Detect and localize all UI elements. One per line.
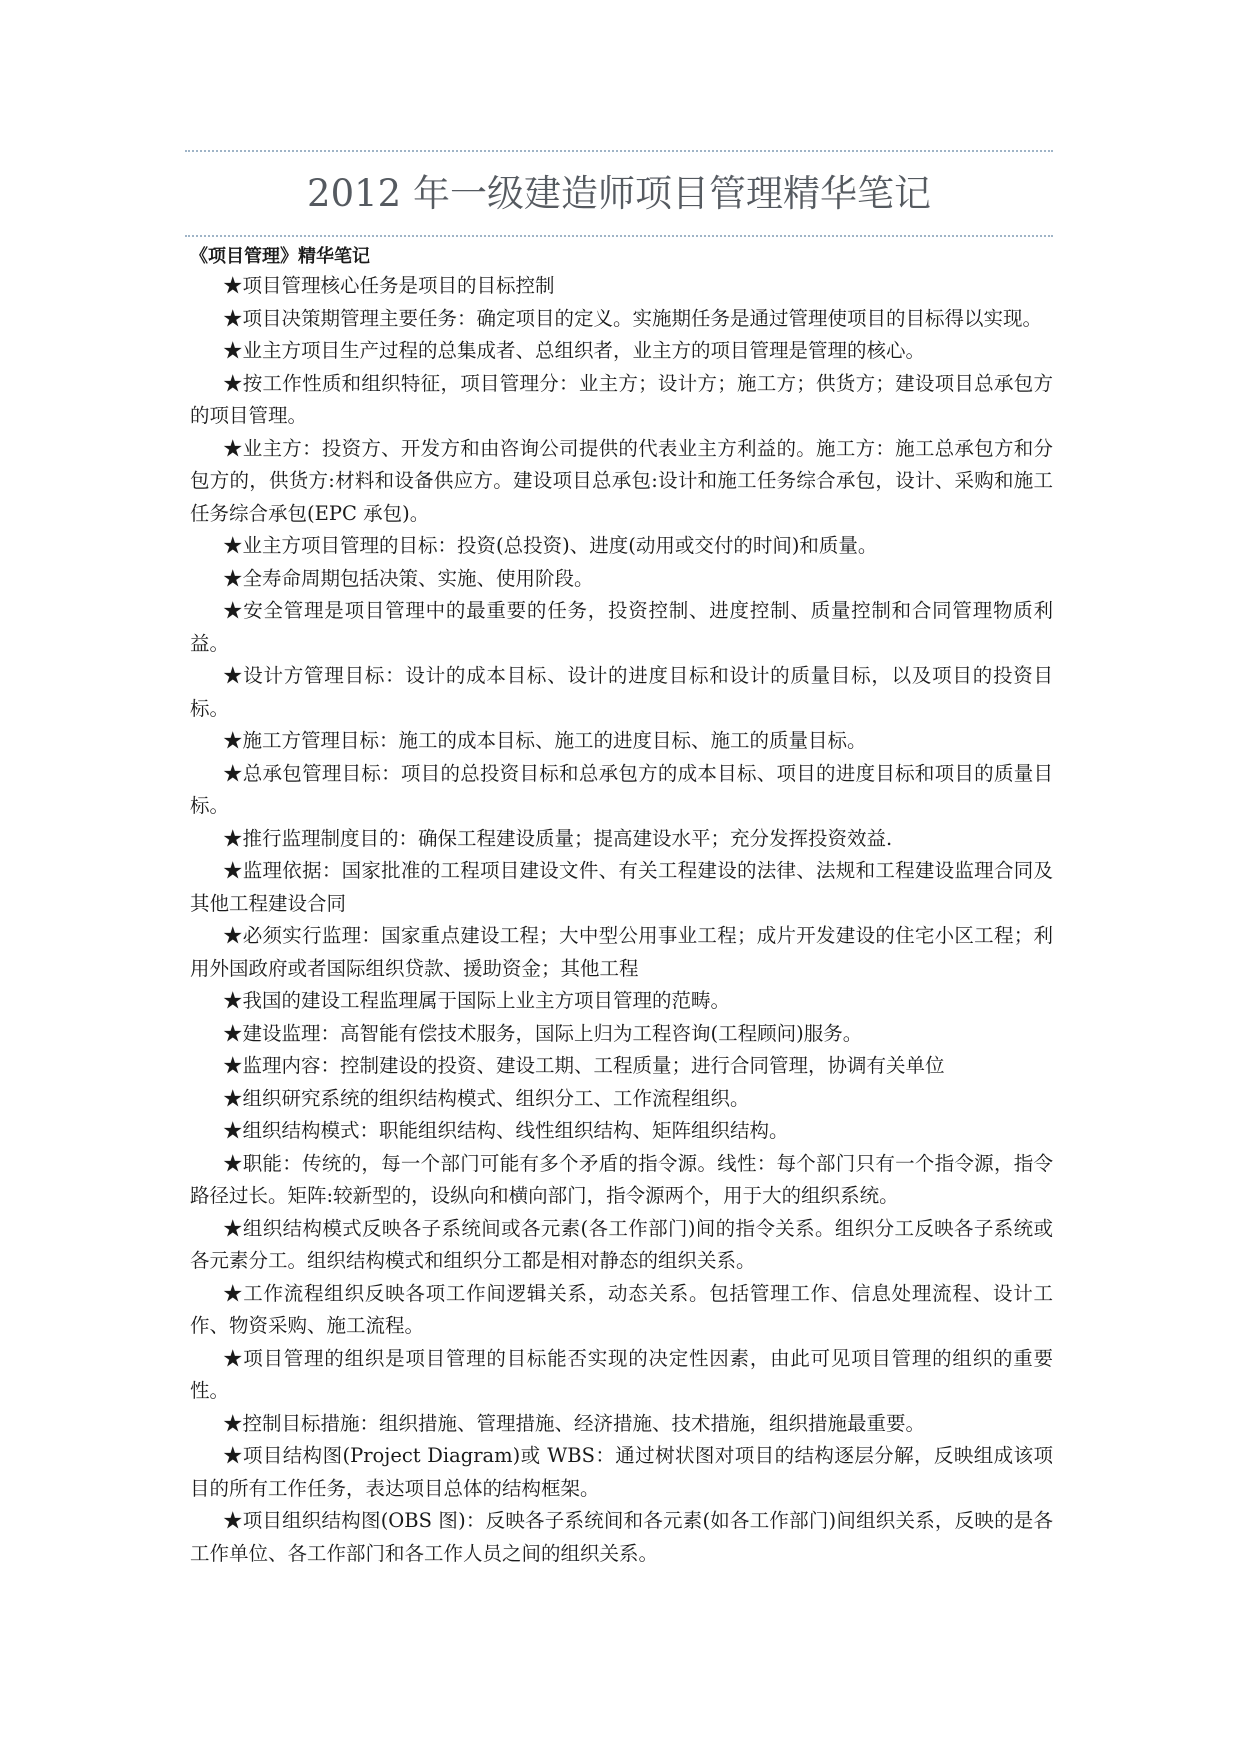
note-paragraph: ★组织结构模式：职能组织结构、线性组织结构、矩阵组织结构。 [223,1119,789,1142]
note-paragraph: ★职能：传统的，每一个部门可能有多个矛盾的指令源。线性：每个部门只有一个指令源，指令路径过长。矩阵:较新型的，设纵向和横向部门，指令源两个，用于大的组织系统。 [190,1151,1053,1207]
document-body [190,243,1053,1570]
note-paragraph: ★施工方管理目标：施工的成本目标、施工的进度目标、施工的质量目标。 [223,729,867,752]
note-paragraph: ★全寿命周期包括决策、实施、使用阶段。 [223,566,594,590]
note-paragraph: ★项目管理的组织是项目管理的目标能否实现的决定性因素，由此可见项目管理的组织的重要性。 [190,1346,1053,1402]
note-paragraph: ★按工作性质和组织特征，项目管理分：业主方；设计方；施工方；供货方；建设项目总承包方的项目管理。 [190,371,1053,427]
note-paragraph: ★组织研究系统的组织结构模式、组织分工、工作流程组织。 [223,1086,750,1110]
note-paragraph: ★项目结构图(Project Diagram)或 WBS：通过树状图对项目的结构逐层分解，反映组成该项目的所有工作任务，表达项目总体的结构框架。 [190,1444,1053,1500]
note-paragraph: ★项目决策期管理主要任务：确定项目的定义。实施期任务是通过管理使项目的目标得以实现。 [223,306,1043,330]
note-paragraph: ★工作流程组织反映各项工作间逻辑关系，动态关系。包括管理工作、信息处理流程、设计工作、物资采购、施工流程。 [190,1281,1053,1337]
document-title: 2012 年一级建造师项目管理精华笔记 [307,172,931,215]
top-dotted-divider [185,150,1053,152]
note-paragraph: ★项目组织结构图(OBS 图)：反映各子系统间和各元素(如各工作部门)间组织关系，反映的是各工作单位、各工作部门和各工作人员之间的组织关系。 [190,1509,1053,1565]
note-paragraph: ★监理依据：国家批准的工程项目建设文件、有关工程建设的法律、法规和工程建设监理合同及其他工程建设合同 [190,859,1053,915]
note-paragraph: ★业主方项目生产过程的总集成者、总组织者，业主方的项目管理是管理的核心。 [223,339,926,362]
note-paragraph: ★项目管理核心任务是项目的目标控制 [223,274,555,297]
note-paragraph: ★必须实行监理：国家重点建设工程；大中型公用事业工程；成片开发建设的住宅小区工程；利用外国政府或者国际组织贷款、援助资金；其他工程 [190,924,1053,980]
note-paragraph: ★监理内容：控制建设的投资、建设工期、工程质量；进行合同管理，协调有关单位 [223,1054,945,1077]
note-paragraph: ★组织结构模式反映各子系统间或各元素(各工作部门)间的指令关系。组织分工反映各子系统或各元素分工。组织结构模式和组织分工都是相对静态的组织关系。 [190,1216,1053,1272]
note-paragraph: ★业主方项目管理的目标：投资(总投资)、进度(动用或交付的时间)和质量。 [223,534,878,557]
note-paragraph: ★建设监理：高智能有偿技术服务，国际上归为工程咨询(工程顾问)服务。 [223,1021,863,1045]
note-paragraph: ★业主方：投资方、开发方和由咨询公司提供的代表业主方利益的。施工方：施工总承包方和分包方的，供货方:材料和设备供应方。建设项目总承包:设计和施工任务综合承包，设计、采购和施工任务综合承包(EPC 承包)。 [190,436,1053,525]
note-paragraph: ★我国的建设工程监理属于国际上业主方项目管理的范畴。 [223,989,731,1012]
note-paragraph: ★总承包管理目标：项目的总投资目标和总承包方的成本目标、项目的进度目标和项目的质量目标。 [190,761,1053,817]
note-paragraph: ★安全管理是项目管理中的最重要的任务，投资控制、进度控制、质量控制和合同管理物质利益。 [190,599,1053,655]
note-paragraph: ★设计方管理目标：设计的成本目标、设计的进度目标和设计的质量目标，以及项目的投资目标。 [190,664,1053,720]
section-heading: 《项目管理》精华笔记 [190,246,370,267]
bottom-dotted-divider [185,235,1053,237]
note-paragraph: ★控制目标措施：组织措施、管理措施、经济措施、技术措施，组织措施最重要。 [223,1411,926,1435]
note-paragraph: ★推行监理制度目的：确保工程建设质量；提高建设水平；充分发挥投资效益. [223,826,893,850]
